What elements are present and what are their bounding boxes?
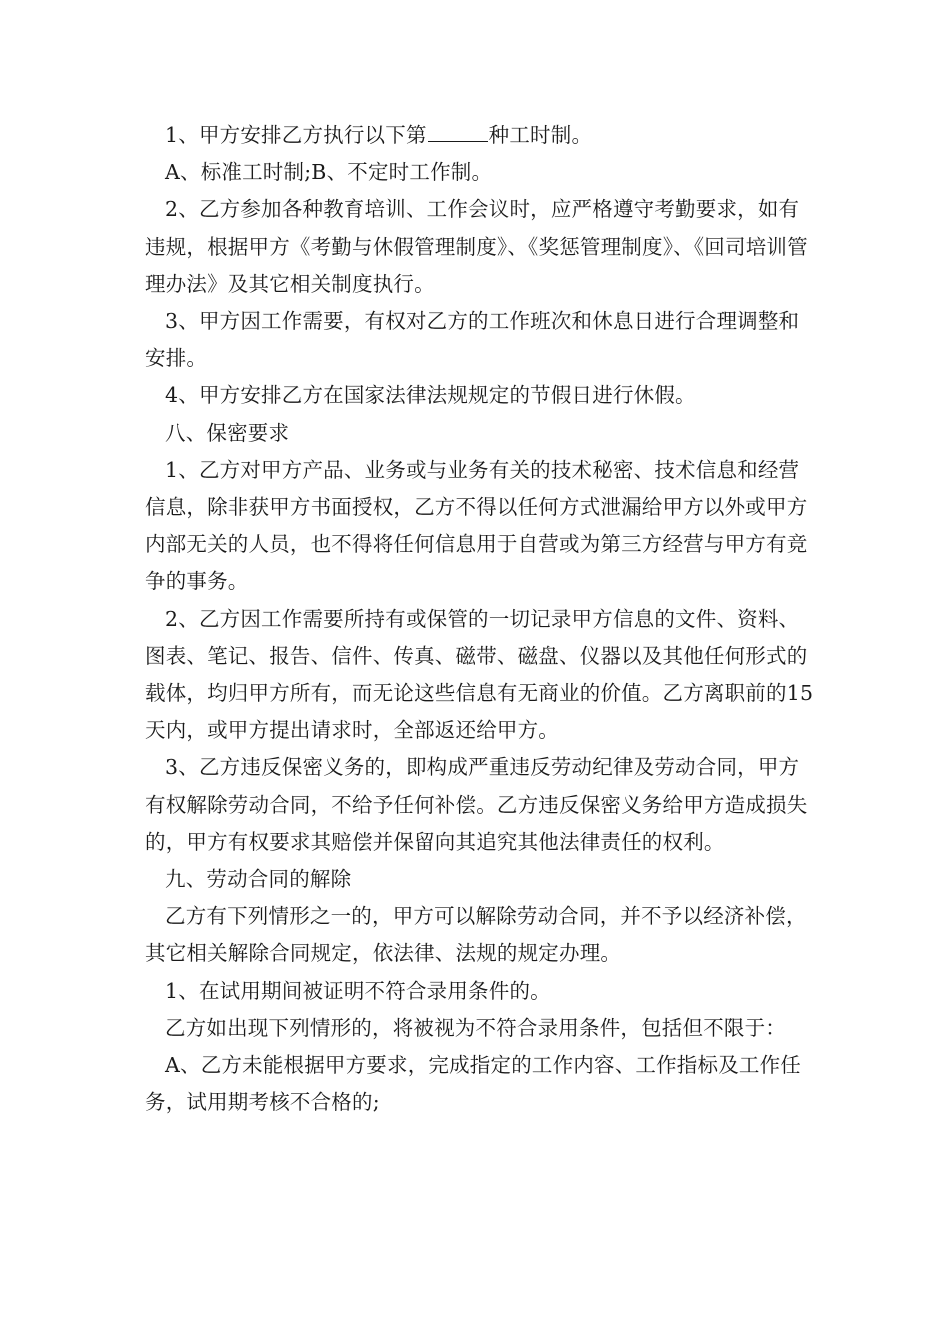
clause-hiring-criteria-intro: 乙方如出现下列情形的，将被视为不符合录用条件，包括但不限于： — [165, 1015, 786, 1040]
clause-training-attendance: 2、乙方参加各种教育培训、工作会议时，应严格遵守考勤要求，如有违规，根据甲方《考勤与休假管理制度》、《奖惩管理制度》、《回司培训管理办法》及其它相关制度执行。 — [145, 197, 808, 296]
clause-holidays: 4、甲方安排乙方在国家法律法规规定的节假日进行休假。 — [165, 383, 696, 408]
clause-work-hours-options: A、标准工时制;B、不定时工作制。 — [165, 160, 493, 185]
fill-in-blank — [428, 121, 488, 142]
section-heading-termination: 九、劳动合同的解除 — [165, 867, 352, 892]
clause-text-after-blank: 种工时制。 — [488, 123, 593, 147]
clause-return-materials: 2、乙方因工作需要所持有或保管的一切记录甲方信息的文件、资料、图表、笔记、报告、信件、传真、磁带、磁盘、仪器以及其他任何形式的载体，均归甲方所有，而无论这些信息有无商业的价值。乙方离职前的15天内，或甲方提出请求时，全部返还给甲方。 — [145, 606, 814, 743]
clause-probation-failure: 1、在试用期间被证明不符合录用条件的。 — [165, 978, 551, 1003]
clause-trade-secrets: 1、乙方对甲方产品、业务或与业务有关的技术秘密、技术信息和经营信息，除非获甲方书面授权，乙方不得以任何方式泄漏给甲方以外或甲方内部无关的人员，也不得将任何信息用于自营或为第三方经营与甲方有竞争的事务。 — [145, 457, 808, 594]
clause-termination-intro: 乙方有下列情形之一的，甲方可以解除劳动合同，并不予以经济补偿，其它相关解除合同规定，依法律、法规的规定办理。 — [145, 904, 807, 966]
section-heading-confidentiality: 八、保密要求 — [165, 420, 290, 445]
clause-breach-confidentiality: 3、乙方违反保密义务的，即构成严重违反劳动纪律及劳动合同，甲方有权解除劳动合同，不给予任何补偿。乙方违反保密义务给甲方造成损失的，甲方有权要求其赔偿并保留向其追究其他法律责任的权利。 — [145, 755, 808, 854]
document-body — [145, 117, 817, 1121]
clause-text-before-blank: 1、甲方安排乙方执行以下第 — [165, 123, 427, 147]
clause-work-hours-system — [145, 117, 817, 154]
clause-hiring-criteria-a: A、乙方未能根据甲方要求，完成指定的工作内容、工作指标及工作任务，试用期考核不合格的; — [145, 1053, 802, 1115]
clause-shift-adjustment: 3、甲方因工作需要，有权对乙方的工作班次和休息日进行合理调整和安排。 — [145, 309, 800, 371]
